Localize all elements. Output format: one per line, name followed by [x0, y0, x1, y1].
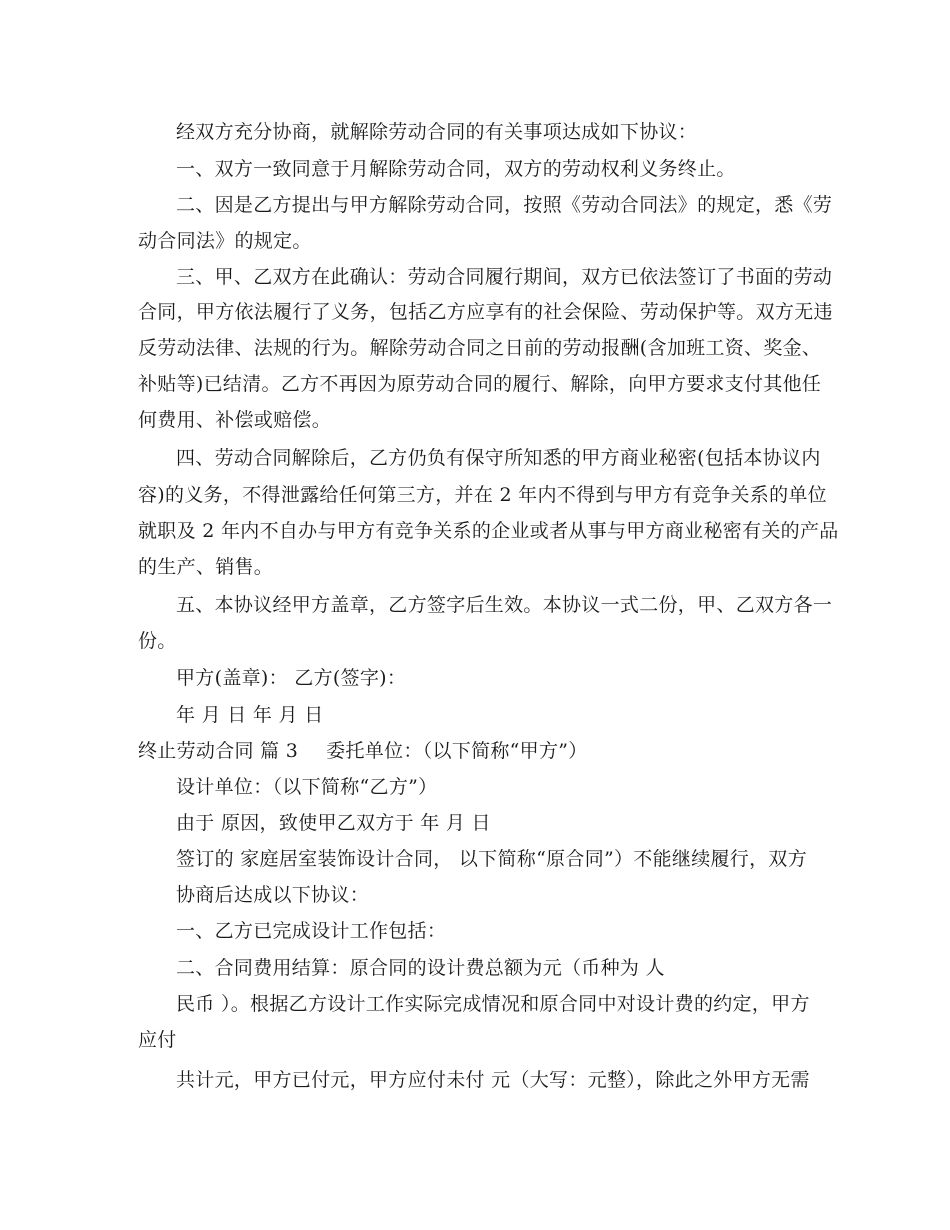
section-heading	[138, 739, 588, 763]
clause-5-line-2: 份。	[138, 630, 177, 652]
design-clause-2-line-4: 共计元，甲方已付元，甲方应付未付 元（大写：元整），除此之外甲方无需	[176, 1069, 810, 1091]
design-clause-2-line-2: 民币 ）。根据乙方设计工作实际完成情况和原合同中对设计费的约定，甲方	[176, 993, 810, 1015]
termination-reason: 由于 原因，致使甲乙双方于 年 月 日	[176, 812, 491, 834]
clause-5-line-1: 五、本协议经甲方盖章，乙方签字后生效。本协议一式二份，甲、乙双方各一	[176, 594, 833, 616]
clause-3-line-5: 何费用、补偿或赔偿。	[138, 409, 332, 431]
section-title: 终止劳动合同 篇 3	[138, 740, 299, 762]
client-unit: 委托单位：（以下简称“甲方”）	[326, 740, 588, 762]
design-unit: 设计单位：（以下简称“乙方”）	[176, 776, 438, 798]
clause-3-line-2: 合同，甲方依法履行了义务，包括乙方应享有的社会保险、劳动保护等。双方无违	[138, 301, 833, 323]
design-clause-2-line-1: 二、合同费用结算：原合同的设计费总额为元（币种为 人	[176, 957, 665, 979]
clause-2-line-2: 动合同法》的规定。	[138, 230, 312, 252]
agreement-intro: 协商后达成以下协议：	[176, 884, 370, 906]
design-clause-1: 一、乙方已完成设计工作包括：	[176, 920, 447, 942]
clause-4-line-3: 就职及 2 年内不自办与甲方有竞争关系的企业或者从事与甲方商业秘密有关的产品	[138, 520, 839, 542]
design-clause-2-line-3: 应付	[138, 1029, 177, 1051]
clause-1: 一、双方一致同意于月解除劳动合同，双方的劳动权利义务终止。	[176, 158, 736, 180]
clause-4-line-4: 的生产、销售。	[138, 556, 274, 578]
signature-line: 甲方(盖章)： 乙方(签字)：	[176, 667, 407, 689]
clause-4-line-2: 容)的义务，不得泄露给任何第三方，并在 2 年内不得到与甲方有竞争关系的单位	[138, 484, 827, 506]
date-line: 年 月 日 年 月 日	[176, 704, 324, 726]
clause-4-line-1: 四、劳动合同解除后，乙方仍负有保守所知悉的甲方商业秘密(包括本协议内	[176, 447, 821, 469]
paragraph-intro: 经双方充分协商，就解除劳动合同的有关事项达成如下协议：	[176, 121, 698, 143]
clause-2-line-1: 二、因是乙方提出与甲方解除劳动合同，按照《劳动合同法》的规定，悉《劳	[176, 194, 833, 216]
clause-3-line-1: 三、甲、乙双方在此确认：劳动合同履行期间，双方已依法签订了书面的劳动	[176, 266, 833, 288]
contract-reference: 签订的 家庭居室装饰设计合同， 以下简称“原合同”）不能继续履行，双方	[176, 848, 808, 870]
clause-3-line-4: 补贴等)已结清。乙方不再因为原劳动合同的履行、解除，向甲方要求支付其他任	[138, 373, 822, 395]
clause-3-line-3: 反劳动法律、法规的行为。解除劳动合同之日前的劳动报酬(含加班工资、奖金、	[138, 337, 822, 359]
